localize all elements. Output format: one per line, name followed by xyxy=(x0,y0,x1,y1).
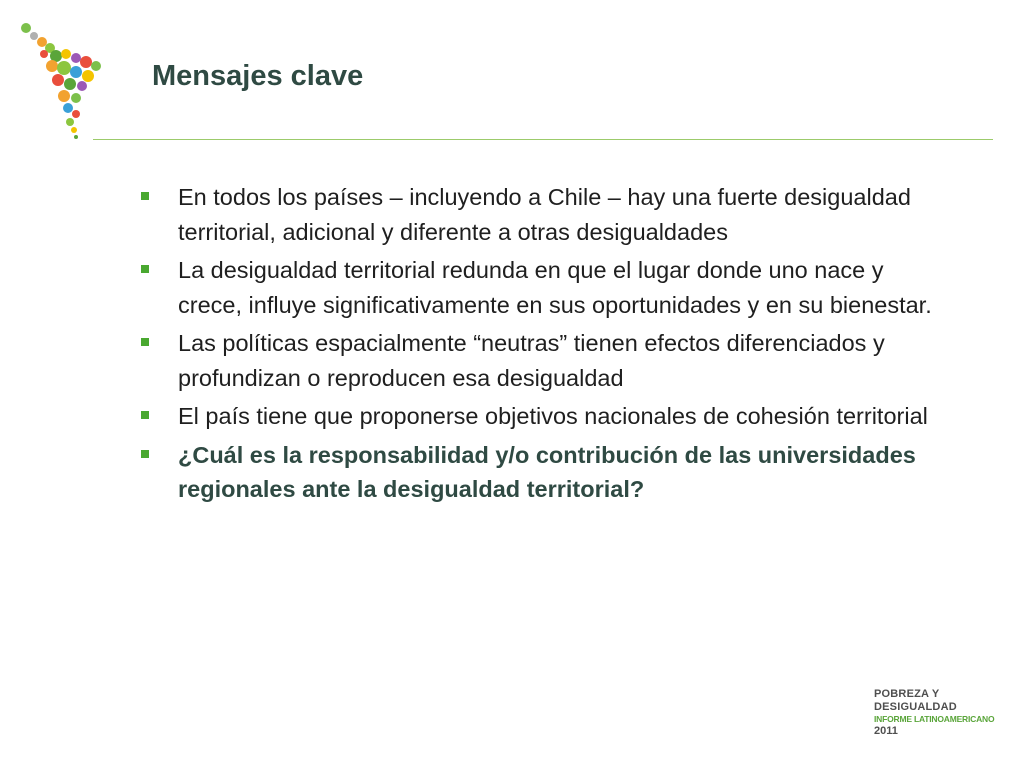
bullet-item-question xyxy=(140,438,940,507)
hands-map-logo-icon xyxy=(6,10,116,140)
bullet-text: ¿Cuál es la responsabilidad y/o contribución de las universidades regionales ante la desigualdad territorial? xyxy=(178,441,916,502)
bullet-text: En todos los países – incluyendo a Chile – hay una fuerte desigualdad territorial, adicional y diferente a otras desigualdades xyxy=(178,184,911,245)
bullet-text: El país tiene que proponerse objetivos nacionales de cohesión territorial xyxy=(178,403,928,429)
square-bullet-icon xyxy=(141,192,149,200)
brand-line1: POBREZA Y xyxy=(874,688,940,700)
bullet-item xyxy=(140,326,940,395)
square-bullet-icon xyxy=(141,338,149,346)
bullet-item xyxy=(140,253,940,322)
title-divider xyxy=(93,139,993,140)
brand-subtitle: INFORME LATINOAMERICANO xyxy=(874,714,995,724)
brand-year: 2011 xyxy=(874,725,898,737)
bullet-item xyxy=(140,399,940,434)
bullet-list xyxy=(140,180,940,511)
bullet-item xyxy=(140,180,940,249)
square-bullet-icon xyxy=(141,450,149,458)
square-bullet-icon xyxy=(141,411,149,419)
slide-title: Mensajes clave xyxy=(152,60,364,92)
square-bullet-icon xyxy=(141,265,149,273)
report-brand-logo xyxy=(874,688,1014,738)
brand-line2: DESIGUALDAD xyxy=(874,701,957,713)
bullet-text: Las políticas espacialmente “neutras” tienen efectos diferenciados y profundizan o reproducen esa desigualdad xyxy=(178,330,885,391)
bullet-text: La desigualdad territorial redunda en que el lugar donde uno nace y crece, influye significativamente en sus oportunidades y en su bienestar. xyxy=(178,257,932,318)
